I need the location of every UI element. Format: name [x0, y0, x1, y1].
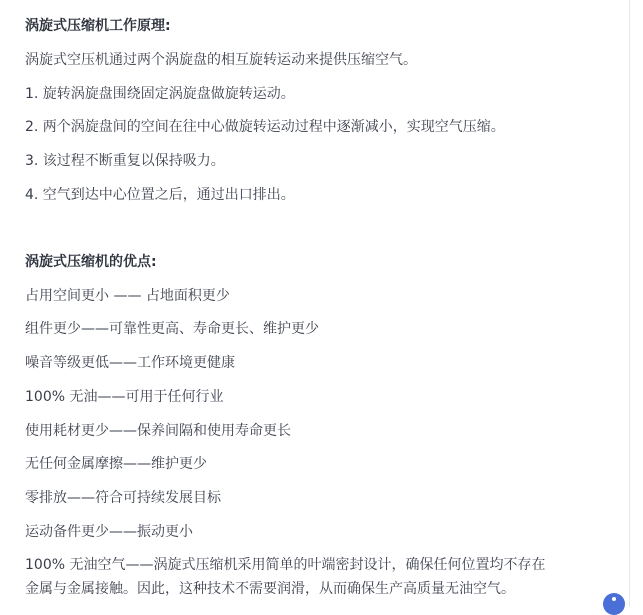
- advantage-item: 组件更少——可靠性更高、寿命更长、维护更少: [25, 321, 319, 337]
- final-paragraph-line-1: 100% 无油空气——涡旋式压缩机采用简单的叶端密封设计，确保任何位置均不存在: [25, 557, 546, 573]
- advantage-item: 占用空间更小 —— 占地面积更少: [25, 288, 230, 304]
- step-item-4: 4. 空气到达中心位置之后，通过出口排出。: [25, 187, 295, 203]
- advantage-item: 运动备件更少——振动更小: [25, 524, 193, 540]
- heading-advantages: 涡旋式压缩机的优点:: [25, 254, 157, 270]
- scroll-edge: [629, 0, 643, 607]
- advantage-item: 零排放——符合可持续发展目标: [25, 490, 221, 506]
- heading-working-principle: 涡旋式压缩机工作原理:: [25, 18, 171, 34]
- principle-intro: 涡旋式空压机通过两个涡旋盘的相互旋转运动来提供压缩空气。: [25, 52, 417, 68]
- advantage-item: 使用耗材更少——保养间隔和使用寿命更长: [25, 423, 291, 439]
- advantage-item: 无任何金属摩擦——维护更少: [25, 456, 207, 472]
- advantage-item: 噪音等级更低——工作环境更健康: [25, 355, 235, 371]
- help-dot-icon: [612, 597, 616, 601]
- final-paragraph-line-2: 金属与金属接触。因此，这种技术不需要润滑，从而确保生产高质量无油空气。: [25, 581, 515, 597]
- floating-help-icon[interactable]: [603, 593, 625, 615]
- step-item-1: 1. 旋转涡旋盘围绕固定涡旋盘做旋转运动。: [25, 86, 295, 102]
- step-item-2: 2. 两个涡旋盘间的空间在往中心做旋转运动过程中逐渐减小，实现空气压缩。: [25, 119, 505, 135]
- step-item-3: 3. 该过程不断重复以保持吸力。: [25, 153, 225, 169]
- advantage-item: 100% 无油——可用于任何行业: [25, 389, 224, 405]
